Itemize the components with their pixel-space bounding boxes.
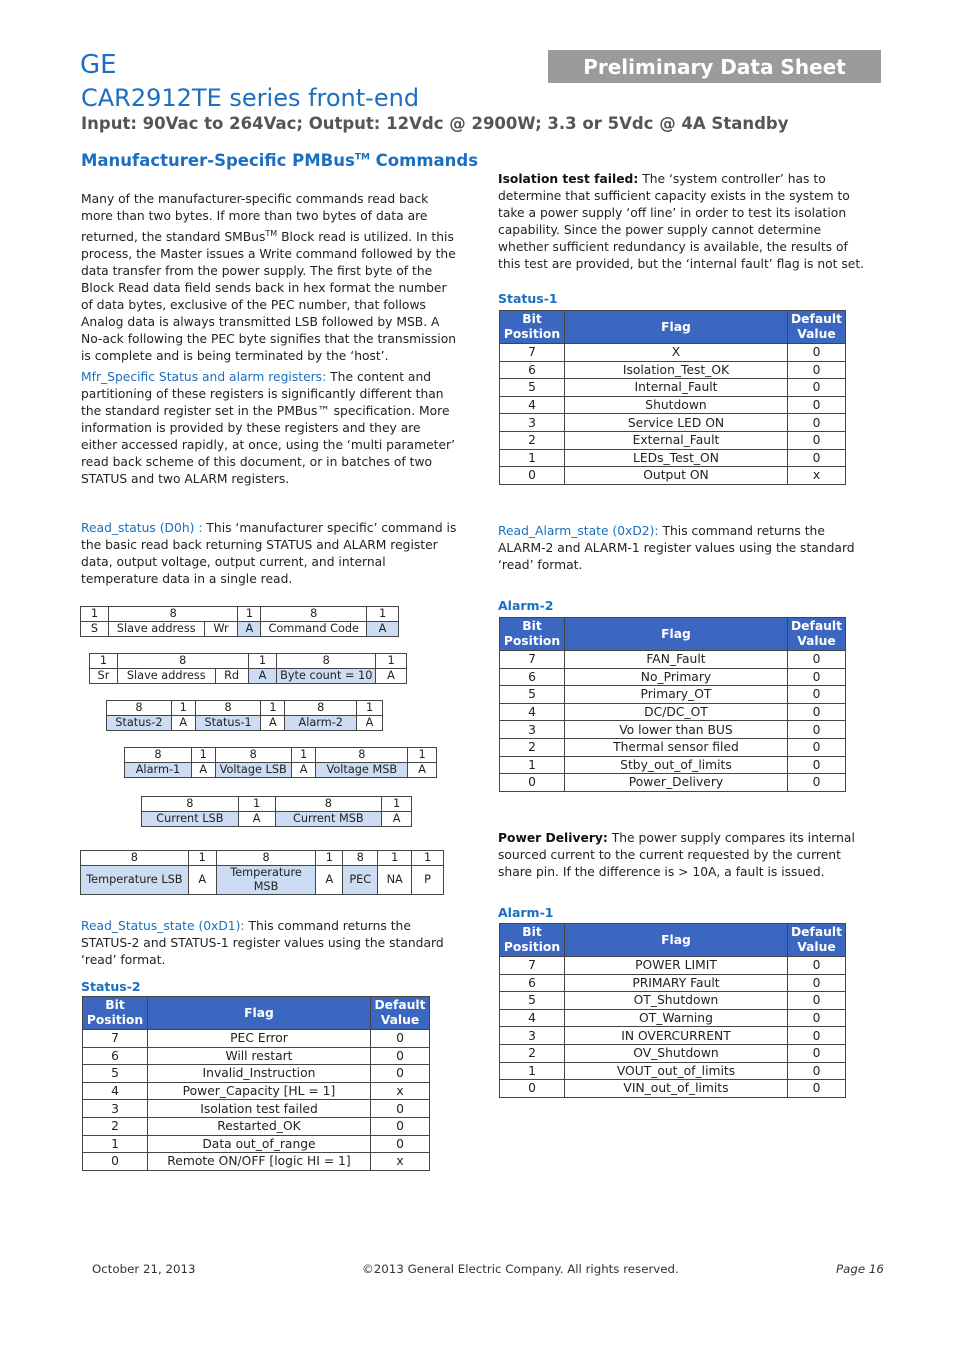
table-row <box>500 1027 846 1045</box>
packet-field: 8 <box>343 851 378 866</box>
packet-field: A <box>188 866 216 895</box>
default-cell: 0 <box>788 1044 846 1062</box>
table-row <box>83 1047 430 1065</box>
flag-cell: Vo lower than BUS <box>564 721 787 739</box>
alarm1-label: Alarm-1 <box>498 905 554 920</box>
bit-cell: 7 <box>500 344 565 362</box>
bit-cell: 6 <box>500 361 565 379</box>
packet-field: 1 <box>291 748 316 763</box>
bit-cell: 1 <box>500 449 565 467</box>
flag-header: Flag <box>147 997 370 1030</box>
table-row <box>500 651 846 669</box>
flag-cell: Internal_Fault <box>564 379 787 397</box>
flag-cell: PEC Error <box>147 1030 370 1048</box>
table-row <box>83 1030 430 1048</box>
packet-field: 1 <box>408 748 437 763</box>
default-cell: 0 <box>788 361 846 379</box>
packet-field: A <box>238 622 261 637</box>
packet-field: Slave address <box>117 669 215 684</box>
default-cell: x <box>371 1153 430 1171</box>
flag-cell: Service LED ON <box>564 414 787 432</box>
packet-field: 1 <box>81 607 109 622</box>
flag-cell: Remote ON/OFF [logic HI = 1] <box>147 1153 370 1171</box>
packet-field: PEC <box>343 866 378 895</box>
bit-cell: 3 <box>500 1027 565 1045</box>
bit-cell: 4 <box>500 1009 565 1027</box>
flag-cell: FAN_Fault <box>564 651 787 669</box>
table-row <box>500 1080 846 1098</box>
default-cell: 0 <box>371 1047 430 1065</box>
packet-field: 1 <box>367 607 399 622</box>
table-row <box>83 1135 430 1153</box>
bit-cell: 5 <box>500 686 565 704</box>
bit-cell: 0 <box>500 467 565 485</box>
flag-cell: No_Primary <box>564 668 787 686</box>
bit-cell: 1 <box>500 756 565 774</box>
default-cell: 0 <box>788 756 846 774</box>
packet-field: 1 <box>238 607 261 622</box>
packet-field: Voltage LSB <box>215 763 291 778</box>
bit-cell: 0 <box>83 1153 148 1171</box>
table-row <box>500 756 846 774</box>
intro-paragraph: Many of the manufacturer-specific commands read back more than two bytes. If more than two bytes of data are returned, the standard SMBus™ Block read is utilized. In this process, the Master issues a Write command followed by the data transfer from the power supply. The first byte of the Block Read data field sends back in hex format the number of data bytes, exclusive of the PEC number, that follows Analog data is always transmitted LSB followed by MSB. A No-ack following the PEC byte signifies that the transmission is complete and is being terminated by the ‘host’. <box>81 192 457 364</box>
status2-table <box>82 996 430 1171</box>
packet-field: A <box>382 812 412 827</box>
footer-copyright: ©2013 General Electric Company. All rights reserved. <box>362 1262 679 1276</box>
table-row <box>500 992 846 1010</box>
packet-field: 8 <box>215 748 291 763</box>
table-row <box>83 1082 430 1100</box>
default-cell: 0 <box>788 738 846 756</box>
table-row <box>500 467 846 485</box>
bit-cell: 4 <box>500 703 565 721</box>
packet-field: Alarm-1 <box>125 763 192 778</box>
document-title: CAR2912TE series front-end <box>81 84 420 112</box>
packet-field: 8 <box>81 851 189 866</box>
default-cell: 0 <box>371 1117 430 1135</box>
default-cell: 0 <box>788 1062 846 1080</box>
packet-field: Status-2 <box>107 716 172 731</box>
default-cell: 0 <box>788 774 846 792</box>
packet-field: 1 <box>191 748 215 763</box>
packet-field: 1 <box>90 654 118 669</box>
flag-cell: Power_Delivery <box>564 774 787 792</box>
default-cell: 0 <box>371 1030 430 1048</box>
status1-label: Status-1 <box>498 291 558 306</box>
packet-field: Byte count = 10 <box>277 669 376 684</box>
default-value-header: Default Value <box>788 311 846 344</box>
alarm2-label: Alarm-2 <box>498 598 554 613</box>
packet-status-alarm2 <box>106 700 383 731</box>
table-row <box>500 379 846 397</box>
bit-cell: 2 <box>83 1117 148 1135</box>
packet-field: A <box>408 763 437 778</box>
table-row <box>83 1117 430 1135</box>
packet-field: A <box>357 716 383 731</box>
flag-cell: Power_Capacity [HL = 1] <box>147 1082 370 1100</box>
default-cell: 0 <box>788 431 846 449</box>
flag-cell: X <box>564 344 787 362</box>
power-delivery-paragraph: Power Delivery: The power supply compares its internal sourced current to the current requested by the current share pin. If the difference is > 10A, a fault is issued. <box>498 831 855 879</box>
packet-field: NA <box>378 866 412 895</box>
default-cell: 0 <box>788 1027 846 1045</box>
packet-field: Wr <box>204 622 238 637</box>
default-cell: x <box>788 467 846 485</box>
bit-cell: 6 <box>83 1047 148 1065</box>
isolation-paragraph: Isolation test failed: The ‘system controller’ has to determine that sufficient capacity exists in the system to take a power supply ‘off line’ in order to test its isolation capability. Since the power supply cannot determine whether sufficient redundancy is available, the results of this test are provided, but the ‘internal fault’ flag is not set. <box>498 172 865 271</box>
table-row <box>83 1153 430 1171</box>
packet-field: Command Code <box>261 622 367 637</box>
packet-field: Current LSB <box>142 812 239 827</box>
bit-cell: 3 <box>500 721 565 739</box>
default-cell: 0 <box>788 992 846 1010</box>
flag-cell: Invalid_Instruction <box>147 1065 370 1083</box>
flag-cell: Restarted_OK <box>147 1117 370 1135</box>
read-alarm-state-paragraph: Read_Alarm_state (0xD2): This command returns the ALARM-2 and ALARM-1 register values using the standard ‘read’ format. <box>498 524 855 572</box>
packet-field: P <box>412 866 444 895</box>
default-cell: 0 <box>788 1080 846 1098</box>
packet-field: A <box>367 622 399 637</box>
table-row <box>500 344 846 362</box>
table-row <box>500 431 846 449</box>
default-cell: 0 <box>788 668 846 686</box>
alarm1-table <box>499 923 846 1098</box>
packet-field: 1 <box>248 654 277 669</box>
default-cell: 0 <box>788 686 846 704</box>
bit-position-header: Bit Position <box>83 997 148 1030</box>
packet-write <box>80 606 399 637</box>
footer-date: October 21, 2013 <box>92 1262 196 1276</box>
bit-cell: 5 <box>500 992 565 1010</box>
packet-field: 8 <box>316 748 408 763</box>
default-cell: 0 <box>788 721 846 739</box>
flag-cell: Will restart <box>147 1047 370 1065</box>
flag-cell: Primary_OT <box>564 686 787 704</box>
table-row <box>500 1062 846 1080</box>
default-cell: 0 <box>788 974 846 992</box>
status2-label: Status-2 <box>81 979 141 994</box>
packet-field: A <box>238 812 275 827</box>
mfr-status-paragraph: Mfr_Specific Status and alarm registers: The content and partitioning of these registers is significantly different than the standard register set in the PMBus™ specification. More information is provided by these registers and they are either accessed rapidly, at once, using the ‘multi parameter’ read back scheme of this document, or in batches of two STATUS and two ALARM registers. <box>81 370 455 486</box>
flag-cell: Output ON <box>564 467 787 485</box>
default-cell: 0 <box>371 1100 430 1118</box>
bit-cell: 2 <box>500 431 565 449</box>
table-row <box>500 1009 846 1027</box>
table-row <box>500 361 846 379</box>
packet-field: 8 <box>142 797 239 812</box>
default-cell: 0 <box>788 396 846 414</box>
bit-position-header: Bit Position <box>500 924 565 957</box>
table-row <box>500 738 846 756</box>
default-cell: 0 <box>788 344 846 362</box>
packet-field: A <box>316 866 343 895</box>
bit-cell: 7 <box>500 957 565 975</box>
default-cell: 0 <box>371 1065 430 1083</box>
packet-field: 8 <box>108 607 238 622</box>
table-row <box>500 414 846 432</box>
packet-field: Current MSB <box>275 812 382 827</box>
default-cell: 0 <box>788 957 846 975</box>
default-cell: 0 <box>788 414 846 432</box>
packet-field: A <box>191 763 215 778</box>
packet-field: Temperature MSB <box>216 866 316 895</box>
packet-field: Slave address <box>108 622 204 637</box>
read-status-state-paragraph: Read_Status_state (0xD1): This command returns the STATUS-2 and STATUS-1 register values using the standard ‘read’ format. <box>81 919 444 967</box>
bit-cell: 2 <box>500 738 565 756</box>
packet-field: 8 <box>195 701 261 716</box>
packet-field: A <box>261 716 285 731</box>
packet-field: 8 <box>277 654 376 669</box>
packet-field: Rd <box>215 669 248 684</box>
alarm2-table <box>499 617 846 792</box>
bit-cell: 6 <box>500 974 565 992</box>
default-cell: 0 <box>371 1135 430 1153</box>
flag-header: Flag <box>564 311 787 344</box>
table-row <box>500 774 846 792</box>
packet-field: A <box>171 716 195 731</box>
bit-cell: 1 <box>500 1062 565 1080</box>
flag-cell: OV_Shutdown <box>564 1044 787 1062</box>
packet-field: 1 <box>412 851 444 866</box>
default-cell: x <box>371 1082 430 1100</box>
packet-field: 8 <box>285 701 357 716</box>
flag-cell: Shutdown <box>564 396 787 414</box>
ge-logo: GE <box>80 50 117 80</box>
bit-cell: 2 <box>500 1044 565 1062</box>
bit-cell: 5 <box>83 1065 148 1083</box>
table-row <box>500 721 846 739</box>
flag-cell: PRIMARY Fault <box>564 974 787 992</box>
bit-position-header: Bit Position <box>500 311 565 344</box>
bit-cell: 7 <box>500 651 565 669</box>
table-row <box>500 957 846 975</box>
flag-cell: IN OVERCURRENT <box>564 1027 787 1045</box>
table-row <box>83 1065 430 1083</box>
packet-field: 1 <box>171 701 195 716</box>
packet-field: Sr <box>90 669 118 684</box>
table-row <box>500 974 846 992</box>
document-subtitle: Input: 90Vac to 264Vac; Output: 12Vdc @ 2900W; 3.3 or 5Vdc @ 4A Standby <box>81 114 789 133</box>
default-cell: 0 <box>788 651 846 669</box>
table-row <box>500 1044 846 1062</box>
footer-page-number: Page 16 <box>836 1262 884 1276</box>
packet-alarm1-voltage <box>124 747 437 778</box>
flag-cell: Data out_of_range <box>147 1135 370 1153</box>
bit-cell: 5 <box>500 379 565 397</box>
flag-cell: Thermal sensor filed <box>564 738 787 756</box>
packet-field: Status-1 <box>195 716 261 731</box>
packet-field: 1 <box>376 654 407 669</box>
bit-cell: 4 <box>83 1082 148 1100</box>
packet-temperature <box>80 850 444 895</box>
default-cell: 0 <box>788 1009 846 1027</box>
table-row <box>83 1100 430 1118</box>
flag-cell: LEDs_Test_ON <box>564 449 787 467</box>
flag-header: Flag <box>564 924 787 957</box>
default-value-header: Default Value <box>371 997 430 1030</box>
bit-cell: 3 <box>500 414 565 432</box>
packet-field: Voltage MSB <box>316 763 408 778</box>
bit-cell: 6 <box>500 668 565 686</box>
packet-field: Temperature LSB <box>81 866 189 895</box>
packet-field: 8 <box>261 607 367 622</box>
default-value-header: Default Value <box>788 924 846 957</box>
packet-field: 1 <box>378 851 412 866</box>
flag-cell: External_Fault <box>564 431 787 449</box>
default-cell: 0 <box>788 703 846 721</box>
flag-cell: VOUT_out_of_limits <box>564 1062 787 1080</box>
packet-field: 1 <box>188 851 216 866</box>
packet-field: 1 <box>261 701 285 716</box>
packet-read <box>89 653 407 684</box>
flag-cell: POWER LIMIT <box>564 957 787 975</box>
packet-field: 8 <box>117 654 248 669</box>
packet-field: A <box>376 669 407 684</box>
section-heading: Manufacturer-Specific PMBus™ Commands <box>81 151 479 170</box>
packet-current <box>141 796 412 827</box>
table-row <box>500 703 846 721</box>
table-row <box>500 449 846 467</box>
bit-cell: 4 <box>500 396 565 414</box>
packet-field: A <box>248 669 277 684</box>
preliminary-banner: Preliminary Data Sheet <box>548 50 881 83</box>
flag-cell: OT_Shutdown <box>564 992 787 1010</box>
default-cell: 0 <box>788 449 846 467</box>
packet-field: 1 <box>238 797 275 812</box>
flag-cell: Stby_out_of_limits <box>564 756 787 774</box>
flag-cell: Isolation_Test_OK <box>564 361 787 379</box>
table-row <box>500 668 846 686</box>
bit-position-header: Bit Position <box>500 618 565 651</box>
packet-field: 8 <box>216 851 316 866</box>
bit-cell: 0 <box>500 774 565 792</box>
default-cell: 0 <box>788 379 846 397</box>
packet-field: 8 <box>275 797 382 812</box>
bit-cell: 7 <box>83 1030 148 1048</box>
status1-table <box>499 310 846 485</box>
flag-cell: OT_Warning <box>564 1009 787 1027</box>
flag-cell: DC/DC_OT <box>564 703 787 721</box>
packet-field: 1 <box>382 797 412 812</box>
flag-header: Flag <box>564 618 787 651</box>
packet-field: 1 <box>357 701 383 716</box>
table-row <box>500 396 846 414</box>
packet-field: S <box>81 622 109 637</box>
table-row <box>500 686 846 704</box>
flag-cell: Isolation test failed <box>147 1100 370 1118</box>
bit-cell: 3 <box>83 1100 148 1118</box>
packet-field: 8 <box>125 748 192 763</box>
packet-field: Alarm-2 <box>285 716 357 731</box>
default-value-header: Default Value <box>788 618 846 651</box>
packet-field: 8 <box>107 701 172 716</box>
bit-cell: 0 <box>500 1080 565 1098</box>
flag-cell: VIN_out_of_limits <box>564 1080 787 1098</box>
packet-field: 1 <box>316 851 343 866</box>
bit-cell: 1 <box>83 1135 148 1153</box>
packet-field: A <box>291 763 316 778</box>
read-status-paragraph: Read_status (D0h) : This ‘manufacturer specific’ command is the basic read back returning STATUS and ALARM register data, output voltage, output current, and internal temperature data in a single read. <box>81 521 457 586</box>
